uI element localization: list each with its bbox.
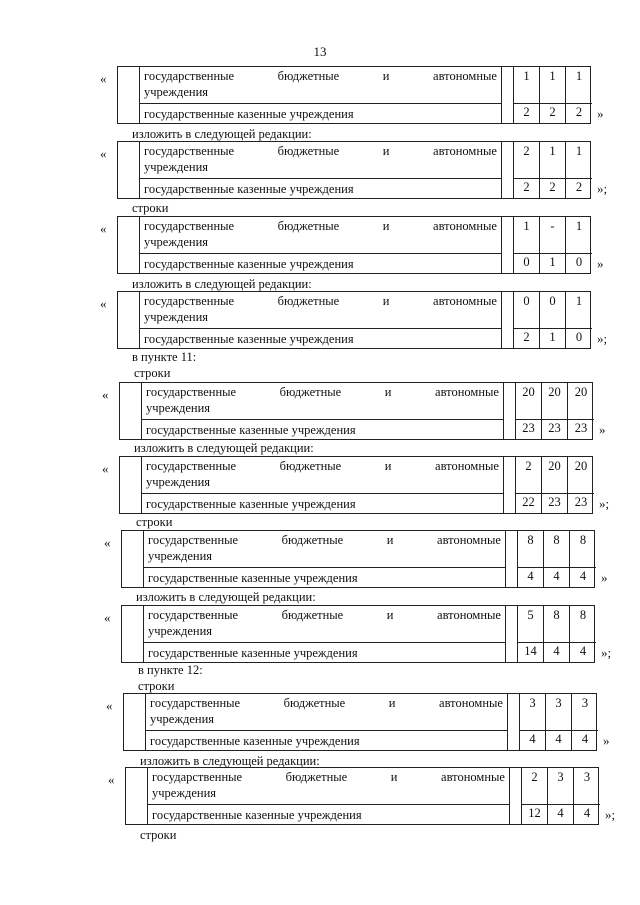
label-word: государственные	[144, 219, 235, 233]
value-budget: 20	[548, 385, 561, 399]
row-label-words	[144, 68, 497, 84]
values-cells	[516, 457, 594, 513]
value-treasury: 0	[575, 255, 583, 269]
closing-quote: »;	[597, 331, 608, 346]
row-label-treasury: государственные казенные учреждения	[144, 567, 505, 589]
label-word: автономные	[435, 385, 499, 399]
row-label-budget	[144, 293, 497, 325]
value-treasury: 12	[528, 806, 541, 820]
label-word: и	[382, 69, 390, 83]
value-budget: -	[550, 219, 555, 233]
value-treasury: 22	[522, 495, 535, 509]
table-gap-cell	[126, 768, 148, 824]
text-line: строки	[138, 679, 175, 693]
table-block	[106, 693, 626, 751]
label-word: бюджетные	[281, 533, 344, 547]
label-word: бюджетные	[279, 459, 342, 473]
value-column	[570, 606, 596, 662]
amendment-table	[117, 291, 591, 349]
value-column	[548, 768, 574, 824]
values-cells	[514, 292, 592, 348]
value-treasury: 1	[549, 330, 556, 344]
amendment-table	[119, 456, 593, 514]
label-word: бюджетные	[285, 770, 348, 784]
value-treasury: 4	[555, 732, 562, 746]
opening-quote: «	[106, 698, 113, 713]
values-cells	[518, 531, 596, 587]
value-treasury: 23	[574, 495, 588, 509]
label-word: государственные	[150, 696, 241, 710]
label-word: и	[384, 385, 392, 399]
table-block	[104, 605, 624, 663]
table-gap-cell	[118, 67, 140, 123]
value-column	[566, 217, 592, 273]
value-column	[540, 217, 566, 273]
value-column	[570, 531, 596, 587]
label-word: автономные	[433, 69, 497, 83]
value-budget: 1	[575, 294, 583, 308]
value-column	[518, 531, 544, 587]
row-label-words	[148, 532, 501, 548]
row-label-words	[144, 143, 497, 159]
description-cell	[140, 292, 502, 348]
label-word: бюджетные	[277, 294, 340, 308]
value-budget: 3	[555, 696, 562, 710]
value-budget: 2	[531, 770, 538, 784]
row-label-treasury: государственные казенные учреждения	[140, 328, 501, 350]
opening-quote: «	[100, 221, 107, 236]
description-cell	[142, 457, 504, 513]
label-word: учреждения	[148, 549, 213, 563]
opening-quote: «	[108, 772, 115, 787]
value-column	[514, 67, 540, 123]
description-cell	[146, 694, 508, 750]
label-word: бюджетные	[277, 144, 340, 158]
value-column	[516, 457, 542, 513]
value-budget: 1	[549, 69, 556, 83]
label-word: бюджетные	[277, 219, 340, 233]
values-cells	[518, 606, 596, 662]
table-block	[100, 216, 620, 274]
amendment-table	[121, 530, 595, 588]
opening-quote: «	[104, 535, 111, 550]
value-column	[514, 217, 540, 273]
text-line: строки	[140, 828, 177, 842]
label-word: бюджетные	[277, 69, 340, 83]
separator-cell	[504, 383, 516, 439]
value-column	[514, 292, 540, 348]
label-word: государственные	[152, 770, 243, 784]
label-word: государственные	[144, 69, 235, 83]
description-cell	[142, 383, 504, 439]
value-column	[540, 67, 566, 123]
amendment-table	[125, 767, 599, 825]
value-budget: 3	[557, 770, 564, 784]
value-treasury: 2	[575, 180, 583, 194]
label-word: учреждения	[144, 160, 209, 174]
opening-quote: «	[102, 461, 109, 476]
table-gap-cell	[120, 457, 142, 513]
value-column	[516, 383, 542, 439]
label-word: учреждения	[146, 475, 211, 489]
value-treasury: 4	[529, 732, 536, 746]
opening-quote: «	[104, 610, 111, 625]
value-column	[520, 694, 546, 750]
value-budget: 2	[523, 144, 530, 158]
amendment-table	[117, 141, 591, 199]
value-column	[544, 531, 570, 587]
text-line: в пункте 11:	[132, 350, 197, 364]
table-gap-cell	[120, 383, 142, 439]
value-budget: 3	[583, 770, 591, 784]
separator-cell	[502, 292, 514, 348]
label-word: учреждения	[148, 624, 213, 638]
row-label-words	[146, 458, 499, 474]
separator-cell	[502, 217, 514, 273]
separator-cell	[508, 694, 520, 750]
row-label-words	[144, 293, 497, 309]
label-word: автономные	[439, 696, 503, 710]
value-treasury: 0	[575, 330, 583, 344]
value-treasury: 23	[574, 421, 588, 435]
value-column	[542, 457, 568, 513]
row-label-treasury: государственные казенные учреждения	[144, 642, 505, 664]
value-budget: 8	[527, 533, 534, 547]
row-label-treasury: государственные казенные учреждения	[140, 103, 501, 125]
row-label-treasury: государственные казенные учреждения	[146, 730, 507, 752]
value-budget: 8	[579, 533, 587, 547]
value-treasury: 14	[524, 644, 537, 658]
label-word: и	[382, 144, 390, 158]
text-line: строки	[132, 201, 169, 215]
row-label-budget	[150, 695, 503, 727]
value-budget: 20	[522, 385, 535, 399]
text-line: изложить в следующей редакции:	[132, 277, 312, 291]
row-label-budget	[148, 532, 501, 564]
row-label-treasury: государственные казенные учреждения	[142, 419, 503, 441]
row-label-budget	[146, 384, 499, 416]
closing-quote: »;	[597, 181, 608, 196]
closing-quote: »;	[605, 807, 616, 822]
value-column	[540, 292, 566, 348]
value-column	[514, 142, 540, 198]
value-treasury: 2	[523, 105, 530, 119]
value-treasury: 2	[549, 105, 556, 119]
table-gap-cell	[118, 217, 140, 273]
page-number: 13	[313, 44, 327, 59]
row-label-treasury: государственные казенные учреждения	[140, 178, 501, 200]
description-cell	[148, 768, 510, 824]
row-label-words	[144, 218, 497, 234]
value-budget: 1	[575, 219, 583, 233]
label-word: автономные	[437, 608, 501, 622]
table-gap-cell	[122, 531, 144, 587]
value-treasury: 4	[557, 806, 564, 820]
value-treasury: 4	[553, 569, 560, 583]
row-label-budget	[146, 458, 499, 490]
opening-quote: «	[100, 146, 107, 161]
label-word: государственные	[144, 294, 235, 308]
label-word: учреждения	[144, 235, 209, 249]
value-treasury: 4	[579, 569, 587, 583]
value-budget: 20	[574, 385, 588, 399]
table-block	[100, 291, 620, 349]
text-line: изложить в следующей редакции:	[132, 127, 312, 141]
opening-quote: «	[100, 296, 107, 311]
label-word: учреждения	[144, 310, 209, 324]
row-label-treasury: государственные казенные учреждения	[140, 253, 501, 275]
value-treasury: 4	[553, 644, 560, 658]
description-cell	[140, 217, 502, 273]
text-line: строки	[134, 366, 171, 380]
label-word: и	[388, 696, 396, 710]
value-treasury: 1	[549, 255, 556, 269]
value-budget: 5	[527, 608, 534, 622]
text-line: в пункте 12:	[138, 663, 203, 677]
label-word: учреждения	[152, 786, 217, 800]
label-word: и	[390, 770, 398, 784]
value-column	[566, 67, 592, 123]
label-word: бюджетные	[281, 608, 344, 622]
value-budget: 8	[579, 608, 587, 622]
row-label-budget	[148, 607, 501, 639]
table-block	[100, 141, 620, 199]
closing-quote: »;	[601, 645, 612, 660]
label-word: учреждения	[144, 85, 209, 99]
label-word: государственные	[148, 608, 239, 622]
value-column	[568, 383, 594, 439]
label-word: и	[382, 294, 390, 308]
label-word: государственные	[146, 385, 237, 399]
value-treasury: 2	[575, 105, 583, 119]
value-budget: 8	[553, 533, 560, 547]
value-treasury: 4	[579, 644, 587, 658]
value-budget: 8	[553, 608, 560, 622]
row-label-budget	[144, 218, 497, 250]
separator-cell	[510, 768, 522, 824]
table-gap-cell	[118, 142, 140, 198]
value-budget: 3	[529, 696, 536, 710]
label-word: учреждения	[150, 712, 215, 726]
closing-quote: »	[597, 106, 604, 121]
text-line: изложить в следующей редакции:	[140, 754, 320, 768]
opening-quote: «	[102, 387, 109, 402]
value-treasury: 4	[581, 732, 589, 746]
row-label-words	[152, 769, 505, 785]
text-line: изложить в следующей редакции:	[134, 441, 314, 455]
value-budget: 3	[581, 696, 589, 710]
value-budget: 1	[523, 219, 530, 233]
value-budget: 1	[523, 69, 530, 83]
value-budget: 1	[549, 144, 556, 158]
separator-cell	[506, 531, 518, 587]
label-word: автономные	[433, 294, 497, 308]
description-cell	[140, 67, 502, 123]
values-cells	[522, 768, 600, 824]
closing-quote: »	[597, 256, 604, 271]
value-budget: 1	[575, 69, 583, 83]
label-word: автономные	[437, 533, 501, 547]
table-gap-cell	[124, 694, 146, 750]
values-cells	[514, 217, 592, 273]
value-treasury: 23	[548, 421, 561, 435]
closing-quote: »;	[599, 496, 610, 511]
description-cell	[140, 142, 502, 198]
separator-cell	[502, 142, 514, 198]
value-column	[568, 457, 594, 513]
label-word: автономные	[433, 219, 497, 233]
separator-cell	[502, 67, 514, 123]
label-word: автономные	[441, 770, 505, 784]
value-budget: 2	[525, 459, 532, 473]
label-word: автономные	[435, 459, 499, 473]
value-column	[522, 768, 548, 824]
label-word: и	[386, 533, 394, 547]
amendment-table	[117, 66, 591, 124]
closing-quote: »	[601, 570, 608, 585]
value-treasury: 2	[523, 180, 530, 194]
value-column	[566, 292, 592, 348]
values-cells	[514, 67, 592, 123]
value-column	[574, 768, 600, 824]
amendment-table	[123, 693, 597, 751]
row-label-treasury: государственные казенные учреждения	[148, 804, 509, 826]
table-gap-cell	[118, 292, 140, 348]
row-label-words	[148, 607, 501, 623]
table-block	[108, 767, 628, 825]
value-treasury: 0	[523, 255, 530, 269]
label-word: бюджетные	[283, 696, 346, 710]
table-gap-cell	[122, 606, 144, 662]
row-label-budget	[144, 68, 497, 100]
values-cells	[514, 142, 592, 198]
label-word: и	[386, 608, 394, 622]
values-cells	[520, 694, 598, 750]
table-block	[100, 66, 620, 124]
amendment-table	[121, 605, 595, 663]
amendment-table	[117, 216, 591, 274]
label-word: учреждения	[146, 401, 211, 415]
closing-quote: »	[603, 733, 610, 748]
value-treasury: 23	[522, 421, 535, 435]
value-treasury: 4	[527, 569, 534, 583]
label-word: автономные	[433, 144, 497, 158]
value-treasury: 2	[549, 180, 556, 194]
table-block	[102, 456, 622, 514]
row-label-words	[150, 695, 503, 711]
value-column	[542, 383, 568, 439]
value-budget: 0	[549, 294, 556, 308]
label-word: государственные	[144, 144, 235, 158]
description-cell	[144, 606, 506, 662]
row-label-treasury: государственные казенные учреждения	[142, 493, 503, 515]
separator-cell	[506, 606, 518, 662]
amendment-table	[119, 382, 593, 440]
text-line: строки	[136, 515, 173, 529]
value-budget: 0	[523, 294, 530, 308]
value-column	[540, 142, 566, 198]
opening-quote: «	[100, 71, 107, 86]
row-label-words	[146, 384, 499, 400]
value-column	[572, 694, 598, 750]
value-column	[566, 142, 592, 198]
value-column	[546, 694, 572, 750]
table-block	[104, 530, 624, 588]
row-label-budget	[144, 143, 497, 175]
separator-cell	[504, 457, 516, 513]
label-word: и	[382, 219, 390, 233]
value-column	[518, 606, 544, 662]
value-treasury: 2	[523, 330, 530, 344]
table-block	[102, 382, 622, 440]
label-word: бюджетные	[279, 385, 342, 399]
label-word: государственные	[148, 533, 239, 547]
closing-quote: »	[599, 422, 606, 437]
value-treasury: 4	[583, 806, 591, 820]
row-label-budget	[152, 769, 505, 801]
value-column	[544, 606, 570, 662]
label-word: государственные	[146, 459, 237, 473]
description-cell	[144, 531, 506, 587]
value-budget: 1	[575, 144, 583, 158]
value-budget: 20	[548, 459, 561, 473]
value-budget: 20	[574, 459, 588, 473]
value-treasury: 23	[548, 495, 561, 509]
label-word: и	[384, 459, 392, 473]
text-line: изложить в следующей редакции:	[136, 590, 316, 604]
values-cells	[516, 383, 594, 439]
